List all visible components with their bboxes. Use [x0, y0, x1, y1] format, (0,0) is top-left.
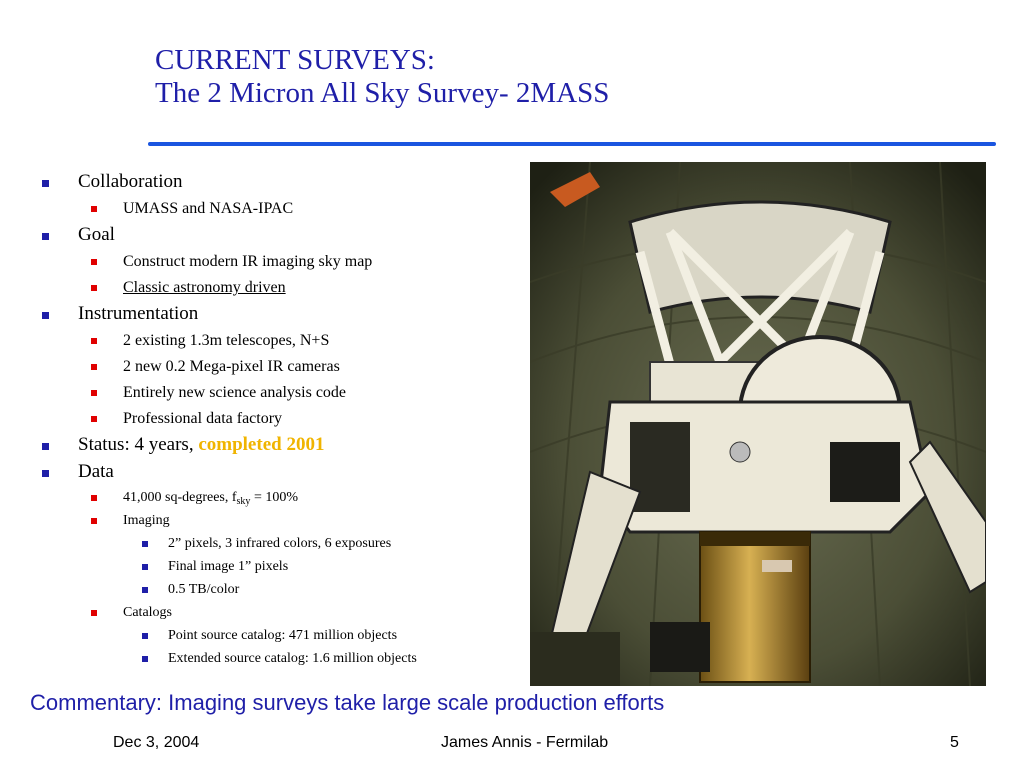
bullet-goal [40, 224, 530, 246]
title-line-2: The 2 Micron All Sky Survey- 2MASS [155, 77, 610, 109]
bullet-text: Construct modern IR imaging sky map [123, 253, 373, 270]
bullet-point [40, 627, 530, 644]
title-line-1: CURRENT SURVEYS: [155, 44, 435, 76]
footer-date: Dec 3, 2004 [113, 734, 200, 751]
square-bullet-icon [91, 364, 97, 370]
bullet-tb [40, 581, 530, 598]
bullet-text: Status: 4 years, [78, 434, 199, 455]
bullet-text: Instrumentation [78, 303, 199, 324]
square-bullet-icon [42, 180, 49, 187]
status-highlight: completed 2001 [198, 434, 325, 455]
square-bullet-icon [91, 495, 97, 501]
square-bullet-icon [42, 233, 49, 240]
bullet-text: 0.5 TB/color [168, 582, 240, 597]
bullet-factory [40, 409, 530, 429]
square-bullet-icon [91, 610, 97, 616]
telescope-illustration [530, 162, 986, 686]
square-bullet-icon [142, 564, 148, 570]
bullet-umass [40, 199, 530, 219]
subscript-sky: sky [236, 496, 251, 507]
square-bullet-icon [91, 416, 97, 422]
bullet-status [40, 434, 530, 456]
square-bullet-icon [142, 656, 148, 662]
square-bullet-icon [42, 312, 49, 319]
bullet-text: 2 existing 1.3m telescopes, N+S [123, 332, 330, 349]
bullet-text: Final image 1” pixels [168, 559, 289, 574]
square-bullet-icon [91, 338, 97, 344]
bullet-text: Catalogs [123, 605, 172, 620]
bullet-text: Imaging [123, 513, 170, 528]
bullet-text: Classic astronomy driven [123, 279, 286, 296]
bullet-text: Professional data factory [123, 410, 283, 427]
square-bullet-icon [91, 518, 97, 524]
square-bullet-icon [91, 259, 97, 265]
bullet-text: 2” pixels, 3 infrared colors, 6 exposures [168, 536, 392, 551]
bullet-sqdeg [40, 489, 530, 506]
square-bullet-icon [91, 206, 97, 212]
bullet-classic [40, 278, 530, 298]
square-bullet-icon [42, 470, 49, 477]
footer-author: James Annis - Fermilab [441, 734, 609, 751]
bullet-text: 2 new 0.2 Mega-pixel IR cameras [123, 358, 340, 375]
bullet-final [40, 558, 530, 575]
commentary-text: Commentary: Imaging surveys take large scale production efforts [30, 690, 665, 715]
bullet-text: Data [78, 461, 114, 482]
bullet-pixels [40, 535, 530, 552]
square-bullet-icon [91, 390, 97, 396]
square-bullet-icon [91, 285, 97, 291]
bullet-collaboration [40, 171, 530, 193]
bullet-text: Extended source catalog: 1.6 million objects [168, 651, 417, 666]
bullet-text: Entirely new science analysis code [123, 384, 347, 401]
bullet-text: 41,000 sq-degrees, f [123, 490, 237, 505]
bullet-text: Collaboration [78, 171, 183, 192]
bullet-imaging [40, 512, 530, 529]
square-bullet-icon [42, 443, 49, 450]
square-bullet-icon [142, 541, 148, 547]
bullet-instrumentation [40, 303, 530, 325]
slide-title [155, 44, 975, 110]
telescope-photo [530, 162, 986, 686]
bullet-list [40, 166, 530, 667]
bullet-catalogs [40, 604, 530, 621]
bullet-data [40, 461, 530, 483]
bullet-extended [40, 650, 530, 667]
bullet-cameras [40, 357, 530, 377]
title-divider [148, 142, 996, 146]
bullet-text-suffix: = 100% [250, 490, 298, 505]
bullet-construct [40, 252, 530, 272]
bullet-code [40, 383, 530, 403]
bullet-telescopes [40, 331, 530, 351]
bullet-text: Point source catalog: 471 million objects [168, 628, 398, 643]
square-bullet-icon [142, 587, 148, 593]
footer-page-number: 5 [950, 734, 959, 751]
square-bullet-icon [142, 633, 148, 639]
bullet-text: UMASS and NASA-IPAC [123, 200, 294, 217]
bullet-text: Goal [78, 224, 115, 245]
